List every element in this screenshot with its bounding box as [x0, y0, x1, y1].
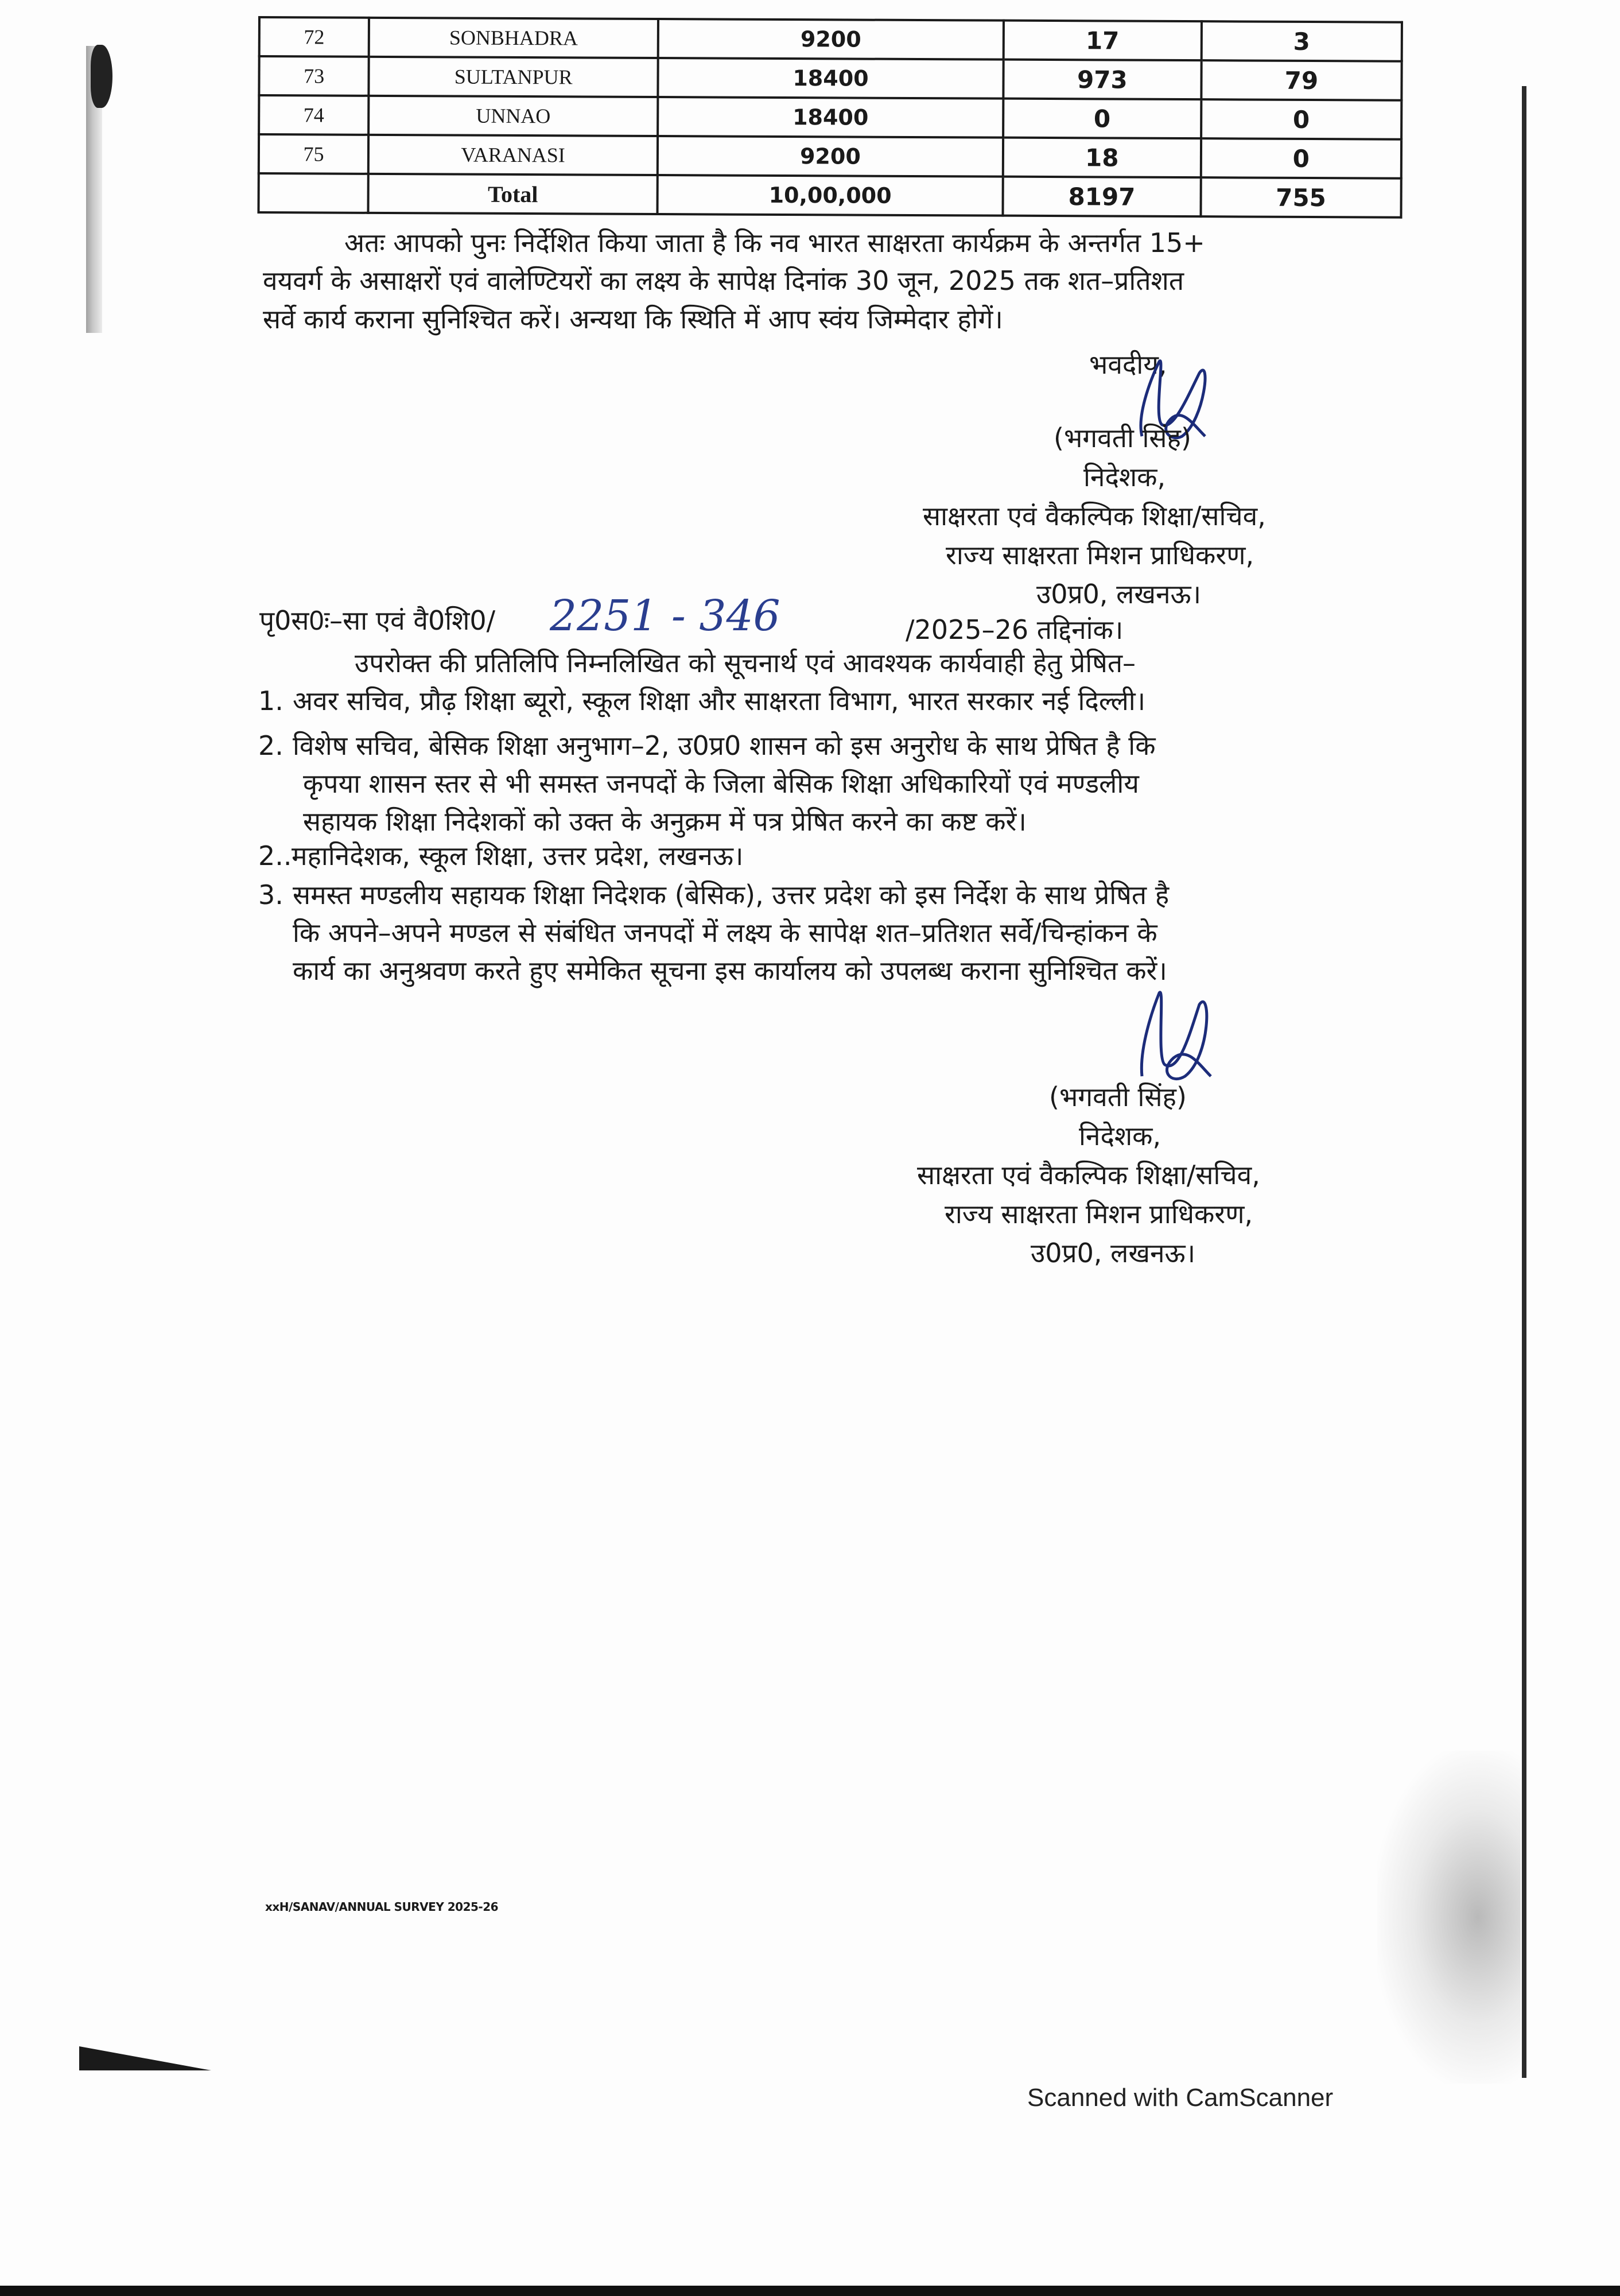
signatory-org-line-1: साक्षरता एवं वैकल्पिक शिक्षा/सचिव,	[923, 501, 1266, 532]
total-column-a: 8197	[1003, 177, 1201, 217]
table-row	[259, 95, 1401, 139]
copy-item-number: 2..	[258, 840, 292, 871]
reference-suffix: /2025–26 तद्दिनांक।	[906, 614, 1124, 645]
scan-corner-artifact	[79, 2046, 211, 2070]
target-value: 18400	[658, 97, 1003, 138]
copy-item-line: महानिदेशक, स्कूल शिक्षा, उत्तर प्रदेश, लखनऊ।	[292, 840, 744, 871]
closing-salutation: भवदीय,	[1089, 349, 1167, 380]
row-number: 74	[259, 95, 368, 135]
paragraph-line-2: वयवर्ग के असाक्षरों एवं वालेण्टियरों का लक्ष्य के सापेक्ष दिनांक 30 जून, 2025 तक शत–प्रतिशत	[263, 265, 1184, 296]
target-value: 9200	[658, 136, 1003, 177]
signatory-org-line-2: राज्य साक्षरता मिशन प्राधिकरण,	[945, 1199, 1253, 1230]
signatory-org-line-2: राज्य साक्षरता मिशन प्राधिकरण,	[946, 540, 1254, 571]
copy-item-line: कार्य का अनुश्रवण करते हुए समेकित सूचना इस कार्यालय को उपलब्ध कराना सुनिश्चित करें।	[293, 955, 1167, 986]
signature-image	[1125, 984, 1222, 1088]
scan-artifact	[91, 45, 112, 108]
column-b-value: 0	[1201, 99, 1402, 139]
table-total-row	[259, 173, 1401, 218]
signatory-city: उ0प्र0, लखनऊ।	[1036, 579, 1202, 610]
column-a-value: 0	[1003, 99, 1201, 139]
copy-item-number: 1.	[258, 685, 283, 716]
row-number: 73	[259, 56, 368, 96]
scan-noise	[1377, 1751, 1521, 2084]
column-b-value: 79	[1201, 60, 1402, 100]
total-target: 10,00,000	[658, 175, 1003, 216]
copy-item-line: समस्त मण्डलीय सहायक शिक्षा निदेशक (बेसिक), उत्तर प्रदेश को इस निर्देश के साथ प्रेषित है	[293, 879, 1170, 910]
signatory-designation: निदेशक,	[1083, 461, 1166, 492]
scanner-watermark: Scanned with CamScanner	[1027, 2084, 1334, 2112]
document-file-code: xxH/SANAV/ANNUAL SURVEY 2025-26	[265, 1900, 499, 1914]
signatory-city: उ0प्र0, लखनऊ।	[1031, 1238, 1196, 1269]
total-label: Total	[368, 174, 658, 214]
column-a-value: 18	[1003, 138, 1201, 178]
district-survey-table	[257, 16, 1403, 219]
copy-item-number: 2.	[258, 730, 283, 761]
table-row	[259, 56, 1401, 100]
column-a-value: 973	[1003, 60, 1201, 100]
row-number: 72	[259, 17, 369, 57]
total-column-b: 755	[1201, 177, 1401, 218]
district-name: SULTANPUR	[369, 57, 658, 97]
total-empty-cell	[259, 173, 368, 213]
table-row	[259, 134, 1401, 179]
signatory-name: (भगवती सिंह)	[1054, 422, 1191, 453]
copy-intro: उपरोक्त की प्रतिलिपि निम्नलिखित को सूचनार्थ एवं आवश्यक कार्यवाही हेतु प्रेषित–	[355, 647, 1136, 678]
target-value: 18400	[658, 58, 1003, 99]
column-a-value: 17	[1004, 21, 1202, 61]
copy-item-line: विशेष सचिव, बेसिक शिक्षा अनुभाग–2, उ0प्र0 शासन को इस अनुरोध के साथ प्रेषित है कि	[293, 730, 1156, 761]
copy-item-line: कि अपने–अपने मण्डल से संबंधित जनपदों में लक्ष्य के सापेक्ष शत–प्रतिशत सर्वे/चिन्हांकन के	[293, 917, 1157, 948]
row-number: 75	[259, 134, 368, 174]
district-name: UNNAO	[368, 96, 658, 136]
district-name: VARANASI	[368, 135, 658, 175]
copy-item-line: सहायक शिक्षा निदेशकों को उक्त के अनुक्रम में पत्र प्रेषित करने का कष्ट करें।	[303, 806, 1027, 837]
copy-item-line: कृपया शासन स्तर से भी समस्त जनपदों के जिला बेसिक शिक्षा अधिकारियों एवं मण्डलीय	[303, 768, 1139, 799]
paragraph-line-3: सर्वे कार्य कराना सुनिश्चित करें। अन्यथा कि स्थिति में आप स्वंय जिम्मेदार होगें।	[263, 304, 1003, 335]
column-b-value: 3	[1201, 21, 1402, 61]
page-right-edge	[1522, 86, 1526, 2078]
signatory-name: (भगवती सिंह)	[1049, 1081, 1187, 1112]
scan-bottom-edge	[0, 2286, 1620, 2296]
target-value: 9200	[658, 19, 1004, 60]
handwritten-reference-number: 2251 - 346	[550, 591, 780, 641]
table-row	[259, 17, 1402, 61]
copy-item-line: अवर सचिव, प्रौढ़ शिक्षा ब्यूरो, स्कूल शिक्षा और साक्षरता विभाग, भारत सरकार नई दिल्ली।	[293, 685, 1146, 716]
district-name: SONBHADRA	[369, 18, 658, 58]
column-b-value: 0	[1201, 138, 1402, 179]
paragraph-line-1: अतः आपको पुनः निर्देशित किया जाता है कि नव भारत साक्षरता कार्यक्रम के अन्तर्गत 15+	[344, 227, 1205, 258]
reference-prefix: पृ0स0ः–सा एवं वै0शि0/	[259, 605, 496, 636]
signatory-designation: निदेशक,	[1079, 1120, 1161, 1151]
copy-item-number: 3.	[258, 879, 283, 910]
signatory-org-line-1: साक्षरता एवं वैकल्पिक शिक्षा/सचिव,	[917, 1159, 1260, 1190]
